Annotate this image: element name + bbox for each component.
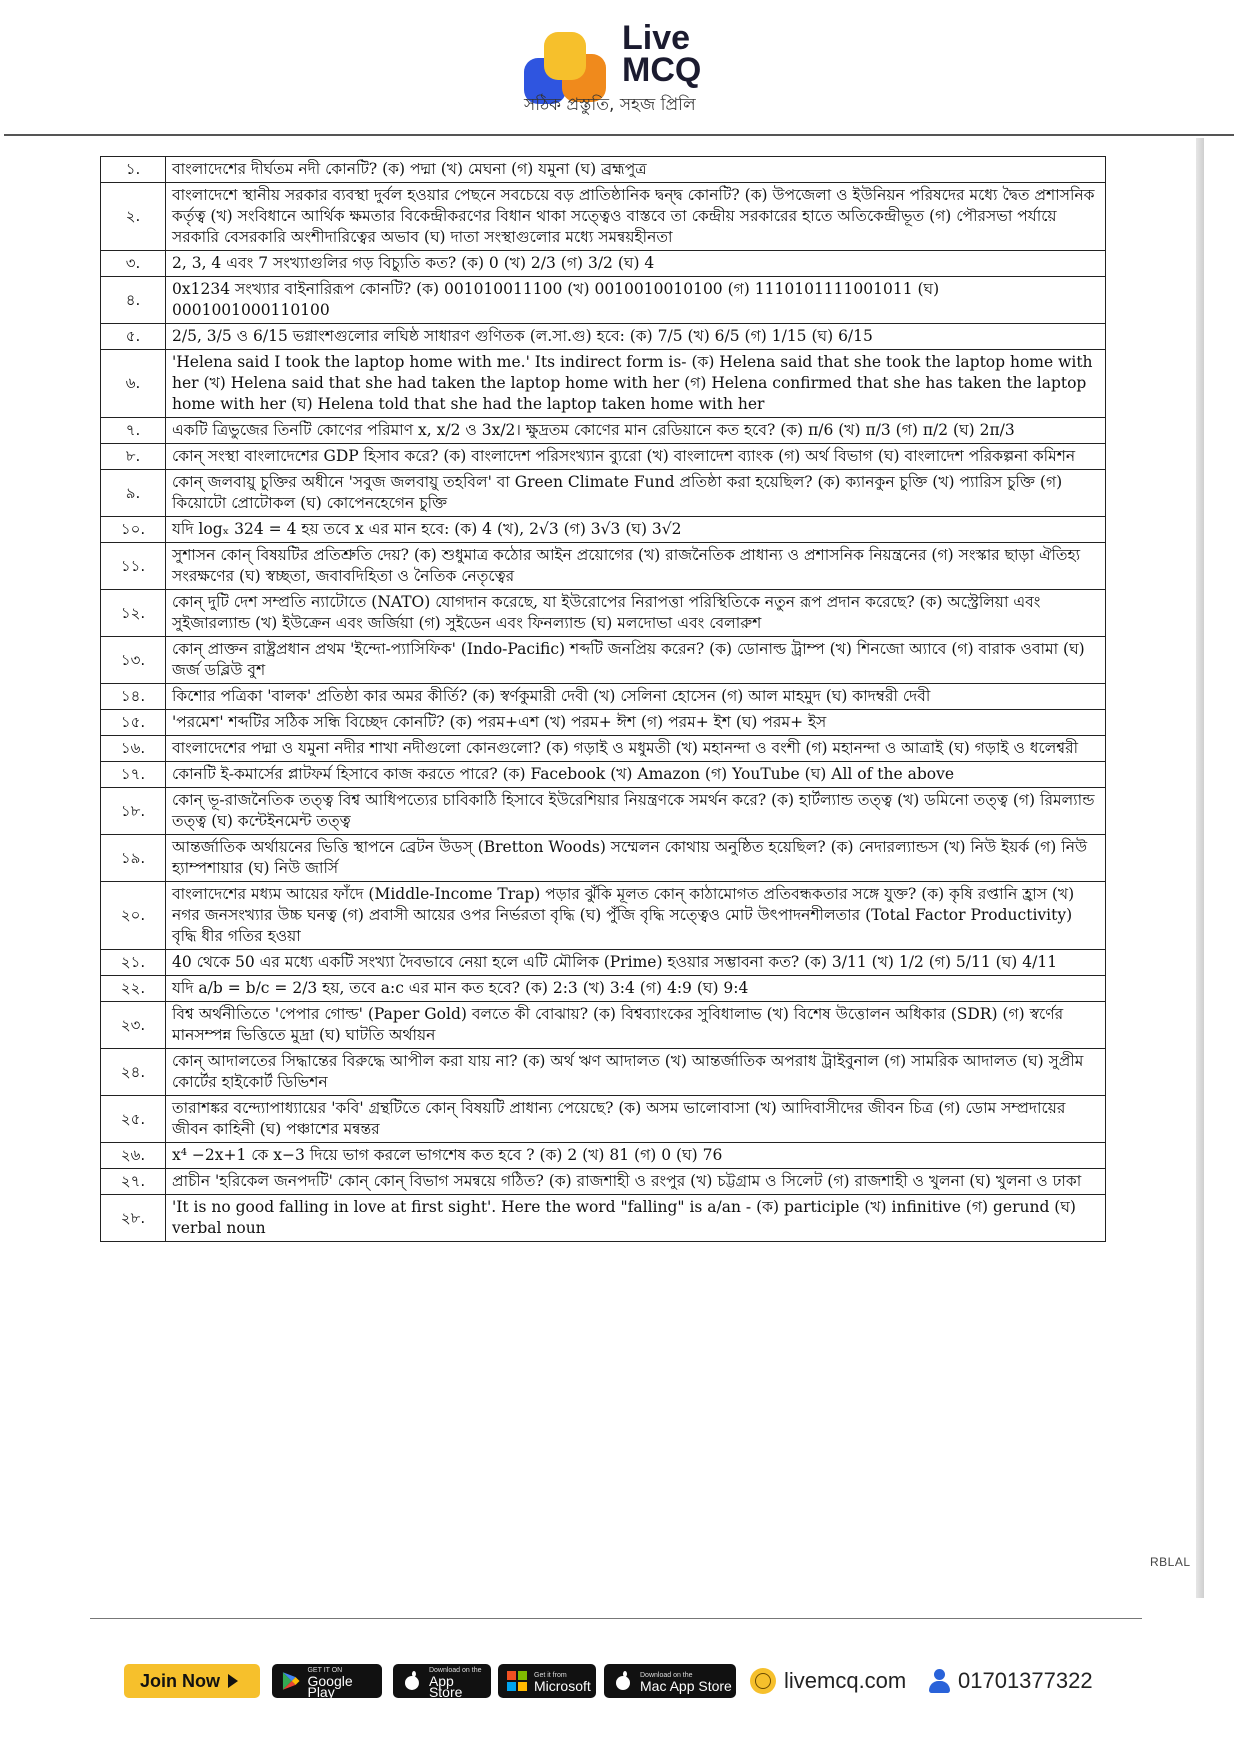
- question-number: ২৩.: [101, 1002, 166, 1049]
- question-number: ১০.: [101, 517, 166, 543]
- brand-name-line2: MCQ: [622, 51, 702, 89]
- question-text: 'Helena said I took the laptop home with me.' Its indirect form is- (ক) Helena said that she took the laptop home with her (খ) Helena said that she had taken the laptop home with her (গ) Helena confirmed that she has taken the laptop home with her (ঘ) Helena told that she had the laptop taken home with her: [166, 350, 1106, 418]
- question-text: 2, 3, 4 এবং 7 সংখ্যাগুলির গড় বিচ্যুতি কত? (ক) 0 (খ) 2/3 (গ) 3/2 (ঘ) 4: [166, 251, 1106, 277]
- question-text: কোনটি ই-কমার্সের প্লাটফর্ম হিসাবে কাজ করতে পারে? (ক) Facebook (খ) Amazon (গ) YouTube (ঘ) All of the above: [166, 762, 1106, 788]
- question-row: [101, 324, 1106, 350]
- mac-app-store-big: Mac App Store: [640, 1678, 732, 1694]
- question-number: ৮.: [101, 444, 166, 470]
- question-table-body: [101, 157, 1106, 1242]
- question-text: কোন্ সংস্থা বাংলাদেশের GDP হিসাব করে? (ক) বাংলাদেশ পরিসংখ্যান ব্যুরো (খ) বাংলাদেশ ব্যাংক (গ) অর্থ বিভাগ (ঘ) বাংলাদেশ পরিকল্পনা কমিশন: [166, 444, 1106, 470]
- question-text: 'পরমেশ' শব্দটির সঠিক সন্ধি বিচ্ছেদ কোনটি? (ক) পরম+এশ (খ) পরম+ ঈশ (গ) পরম+ ইশ (ঘ) পরম+ ইস: [166, 710, 1106, 736]
- play-arrow-icon: [228, 1674, 238, 1688]
- question-number: ৯.: [101, 470, 166, 517]
- question-number: ১৬.: [101, 736, 166, 762]
- brand-tagline: সঠিক প্রস্তুতি, সহজ প্রিলি: [524, 95, 696, 115]
- app-store-text: [429, 1665, 491, 1698]
- question-text: বিশ্ব অর্থনীতিতে 'পেপার গোল্ড' (Paper Gold) বলতে কী বোঝায়? (ক) বিশ্বব্যাংকের সুবিধালাভ (খ) বিশেষ উত্তোলন অধিকার (SDR) (গ) স্বর্ণের মানসম্পন্ন ভিত্তিতে মুদ্রা (ঘ) ঘাটতি অর্থায়ন: [166, 1002, 1106, 1049]
- question-number: ১৭.: [101, 762, 166, 788]
- question-text: কোন্ আদালতের সিদ্ধান্তের বিরুদ্ধে আপীল করা যায় না? (ক) অর্থ ঋণ আদালত (খ) আন্তর্জাতিক অপরাধ ট্রাইবুনাল (গ) সামরিক আদালত (ঘ) সুপ্রীম কোর্টের হাইকোর্ট ডিভিশন: [166, 1049, 1106, 1096]
- phone-contact[interactable]: [928, 1664, 1093, 1698]
- apple-icon: [612, 1670, 634, 1692]
- mac-app-store-badge[interactable]: [604, 1664, 736, 1698]
- question-text: সুশাসন কোন্ বিষয়টির প্রতিশ্রুতি দেয়? (ক) শুধুমাত্র কঠোর আইন প্রয়োগের (খ) রাজনৈতিক প্রাধান্য ও প্রশাসনিক নিয়ন্ত্রনের (গ) সংস্কার ছাড়া ঐতিহ্য সংরক্ষণের (ঘ) স্বচ্ছতা, জবাবদিহিতা ও নৈতিক নেতৃত্বের: [166, 543, 1106, 590]
- google-play-badge[interactable]: [272, 1664, 382, 1698]
- scan-watermark: RBLAL: [1150, 1555, 1191, 1569]
- question-number: ১১.: [101, 543, 166, 590]
- question-row: [101, 1169, 1106, 1195]
- question-row: [101, 517, 1106, 543]
- question-row: [101, 1096, 1106, 1143]
- mac-app-store-text: [640, 1670, 732, 1692]
- microsoft-text: [534, 1670, 591, 1692]
- question-row: [101, 251, 1106, 277]
- question-row: [101, 157, 1106, 183]
- question-number: ২৭.: [101, 1169, 166, 1195]
- question-number: ৩.: [101, 251, 166, 277]
- question-row: [101, 444, 1106, 470]
- question-number: ১৮.: [101, 788, 166, 835]
- app-store-small: Download on the: [428, 1666, 482, 1674]
- question-row: [101, 882, 1106, 950]
- question-text: বাংলাদেশের দীর্ঘতম নদী কোনটি? (ক) পদ্মা (খ) মেঘনা (গ) যমুনা (ঘ) ব্রহ্মপুত্র: [166, 157, 1106, 183]
- question-number: ২১.: [101, 950, 166, 976]
- question-row: [101, 835, 1106, 882]
- question-row: [101, 1195, 1106, 1242]
- website-link[interactable]: [750, 1664, 906, 1698]
- question-text: তারাশঙ্কর বন্দ্যোপাধ্যায়ের 'কবি' গ্রন্থটিতে কোন্ বিষয়টি প্রাধান্য পেয়েছে? (ক) অসম ভালোবাসা (খ) আদিবাসীদের জীবন চিত্র (গ) ডোম সম্প্রদায়ের জীবন কাহিনী (ঘ) পঞ্চাশের মন্বন্তর: [166, 1096, 1106, 1143]
- header-divider: [4, 134, 1234, 136]
- question-text: বাংলাদেশের মধ্যম আয়ের ফাঁদে (Middle-Income Trap) পড়ার ঝুঁকি মূলত কোন্ কাঠামোগত প্রতিবন্ধকতার সঙ্গে যুক্ত? (ক) কৃষি রপ্তানি হ্রাস (খ) নগর জনসংখ্যার উচ্চ ঘনত্ব (গ) প্রবাসী আয়ের ওপর নির্ভরতা বৃদ্ধি (ঘ) পুঁজি বৃদ্ধি সত্ত্বেও মোট উৎপাদনশীলতার (Total Factor Productivity) বৃদ্ধি ধীর গতির হওয়া: [166, 882, 1106, 950]
- question-row: [101, 470, 1106, 517]
- google-play-small: GET IT ON: [307, 1666, 343, 1674]
- question-table: [100, 156, 1106, 1242]
- question-row: [101, 183, 1106, 251]
- question-text: যদি a/b = b/c = 2/3 হয়, তবে a:c এর মান কত হবে? (ক) 2:3 (খ) 3:4 (গ) 4:9 (ঘ) 9:4: [166, 976, 1106, 1002]
- google-play-text: [307, 1665, 382, 1698]
- question-row: [101, 1002, 1106, 1049]
- phone-number: 01701377322: [958, 1668, 1093, 1693]
- question-row: [101, 1049, 1106, 1096]
- question-row: [101, 543, 1106, 590]
- question-text: কোন্ জলবায়ু চুক্তির অধীনে 'সবুজ জলবায়ু তহবিল' বা Green Climate Fund প্রতিষ্ঠা করা হয়েছিল? (ক) ক্যানকুন চুক্তি (খ) প্যারিস চুক্তি (গ) কিয়োটো প্রোটোকল (ঘ) কোপেনহেগেন চুক্তি: [166, 470, 1106, 517]
- question-row: [101, 950, 1106, 976]
- page-footer: [0, 1664, 1240, 1704]
- question-text: বাংলাদেশের পদ্মা ও যমুনা নদীর শাখা নদীগুলো কোনগুলো? (ক) গড়াই ও মধুমতী (খ) মহানন্দা ও বংশী (গ) মহানন্দা ও আত্রাই (ঘ) গড়াই ও ধলেশ্বরী: [166, 736, 1106, 762]
- question-row: [101, 710, 1106, 736]
- app-store-big: App Store: [428, 1672, 463, 1700]
- question-row: [101, 762, 1106, 788]
- question-number: ২৫.: [101, 1096, 166, 1143]
- globe-icon: [750, 1668, 776, 1694]
- question-text: আন্তর্জাতিক অর্থায়নের ভিত্তি স্থাপনে ব্রেটন উডস্ (Bretton Woods) সম্মেলন কোথায় অনুষ্ঠিত হয়েছিল? (ক) নেদারল্যান্ডস (খ) নিউ ইয়র্ক (গ) নিউ হ্যাম্পশায়ার (ঘ) নিউ জার্সি: [166, 835, 1106, 882]
- question-number: ২.: [101, 183, 166, 251]
- question-row: [101, 350, 1106, 418]
- question-number: ১৫.: [101, 710, 166, 736]
- question-row: [101, 1143, 1106, 1169]
- apple-icon: [401, 1670, 423, 1692]
- question-text: কিশোর পত্রিকা 'বালক' প্রতিষ্ঠা কার অমর কীর্তি? (ক) স্বর্ণকুমারী দেবী (খ) সেলিনা হোসেন (গ) আল মাহমুদ (ঘ) কাদম্বরী দেবী: [166, 684, 1106, 710]
- question-number: ৫.: [101, 324, 166, 350]
- question-row: [101, 637, 1106, 684]
- person-icon: [928, 1668, 950, 1694]
- website-text: livemcq.com: [784, 1668, 907, 1693]
- join-now-button[interactable]: [124, 1664, 260, 1698]
- join-now-label: Join Now: [140, 1670, 220, 1691]
- question-row: [101, 788, 1106, 835]
- question-row: [101, 976, 1106, 1002]
- question-text: 0x1234 সংখ্যার বাইনারিরূপ কোনটি? (ক) 001010011100 (খ) 0010010010100 (গ) 1110101111001011 (ঘ) 0001001000110100: [166, 277, 1106, 324]
- question-row: [101, 590, 1106, 637]
- question-number: ২৬.: [101, 1143, 166, 1169]
- question-text: 2/5, 3/5 ও 6/15 ভগ্নাংশগুলোর লঘিষ্ঠ সাধারণ গুণিতক (ল.সা.গু) হবে: (ক) 7/5 (খ) 6/5 (গ) 1/15 (ঘ) 6/15: [166, 324, 1106, 350]
- question-number: ২৪.: [101, 1049, 166, 1096]
- page-header: [0, 18, 1240, 128]
- question-number: ১৪.: [101, 684, 166, 710]
- question-text: কোন্ দুটি দেশ সম্প্রতি ন্যাটোতে (NATO) যোগদান করেছে, যা ইউরোপের নিরাপত্তা পরিস্থিতিকে নতুন রূপ প্রদান করেছে? (ক) অস্ট্রেলিয়া এবং সুইজারল্যান্ড (খ) ইউক্রেন এবং জর্জিয়া (গ) সুইডেন এবং ফিনল্যান্ড (ঘ) মলদোভা এবং বেলারুশ: [166, 590, 1106, 637]
- app-store-badge[interactable]: [393, 1664, 491, 1698]
- question-number: ৪.: [101, 277, 166, 324]
- question-number: ১২.: [101, 590, 166, 637]
- question-row: [101, 277, 1106, 324]
- question-text: 40 থেকে 50 এর মধ্যে একটি সংখ্যা দৈবভাবে নেয়া হলে এটি মৌলিক (Prime) হওয়ার সম্ভাবনা কত? (ক) 3/11 (খ) 1/2 (গ) 5/11 (ঘ) 4/11: [166, 950, 1106, 976]
- question-text: কোন্ ভূ-রাজনৈতিক তত্ত্ব বিশ্ব আধিপত্যের চাবিকাঠি হিসাবে ইউরেশিয়ার নিয়ন্ত্রণকে সমর্থন করে? (ক) হার্টল্যান্ড তত্ত্ব (খ) ডমিনো তত্ত্ব (গ) রিমল্যান্ড তত্ত্ব (ঘ) কন্টেইনমেন্ট তত্ত্ব: [166, 788, 1106, 835]
- question-text: বাংলাদেশে স্থানীয় সরকার ব্যবস্থা দুর্বল হওয়ার পেছনে সবচেয়ে বড় প্রাতিষ্ঠানিক দ্বন্দ্ব কোনটি? (ক) উপজেলা ও ইউনিয়ন পরিষদের মধ্যে দ্বৈত প্রশাসনিক কর্তৃত্ব (খ) সংবিধানে আর্থিক ক্ষমতার বিকেন্দ্রীকরণের বিধান থাকা সত্ত্বেও বাস্তবে তা কেন্দ্রীয় সরকারের হাতে অতিকেন্দ্রীভূত (গ) পৌরসভা পর্যায়ে সরকারি বেসরকারি অংশীদারিত্বের অভাব (ঘ) দাতা সংস্থাগুলোর মধ্যে সমন্বয়হীনতা: [166, 183, 1106, 251]
- question-number: ৬.: [101, 350, 166, 418]
- mac-app-store-small: Download on the: [640, 1672, 693, 1679]
- question-row: [101, 736, 1106, 762]
- question-text: একটি ত্রিভুজের তিনটি কোণের পরিমাণ x, x/2 ও 3x/2। ক্ষুদ্রতম কোণের মান রেডিয়ানে কত হবে? (ক) π/6 (খ) π/3 (গ) π/2 (ঘ) 2π/3: [166, 418, 1106, 444]
- question-row: [101, 418, 1106, 444]
- question-text: যদি logₓ 324 = 4 হয় তবে x এর মান হবে: (ক) 4 (খ), 2√3 (গ) 3√3 (ঘ) 3√2: [166, 517, 1106, 543]
- question-number: ১৩.: [101, 637, 166, 684]
- question-row: [101, 684, 1106, 710]
- footer-divider: [90, 1618, 1142, 1619]
- question-number: ৭.: [101, 418, 166, 444]
- microsoft-icon: [506, 1670, 528, 1692]
- microsoft-store-badge[interactable]: [498, 1664, 596, 1698]
- question-number: ২৮.: [101, 1195, 166, 1242]
- brand-name: [622, 19, 702, 89]
- question-number: ২০.: [101, 882, 166, 950]
- microsoft-big: Microsoft: [534, 1678, 591, 1694]
- question-text: প্রাচীন 'হরিকেল জনপদটি' কোন্ কোন্ বিভাগ সমন্বয়ে গঠিত? (ক) রাজশাহী ও রংপুর (খ) চট্টগ্রাম ও সিলেট (গ) রাজশাহী ও খুলনা (ঘ) খুলনা ও ঢাকা: [166, 1169, 1106, 1195]
- google-play-icon: [280, 1670, 301, 1692]
- question-number: ১৯.: [101, 835, 166, 882]
- question-text: x⁴ −2x+1 কে x−3 দিয়ে ভাগ করলে ভাগশেষ কত হবে ? (ক) 2 (খ) 81 (গ) 0 (ঘ) 76: [166, 1143, 1106, 1169]
- question-text: কোন্ প্রাক্তন রাষ্ট্রপ্রধান প্রথম 'ইন্দো-প্যাসিফিক' (Indo-Pacific) শব্দটি জনপ্রিয় করেন? (ক) ডোনাল্ড ট্রাম্প (খ) শিনজো অ্যাবে (গ) বারাক ওবামা (ঘ) জর্জ ডব্লিউ বুশ: [166, 637, 1106, 684]
- question-number: ২২.: [101, 976, 166, 1002]
- question-number: ১.: [101, 157, 166, 183]
- microsoft-small: Get it from: [534, 1672, 567, 1679]
- google-play-big: Google Play: [307, 1672, 353, 1700]
- question-text: 'It is no good falling in love at first sight'. Here the word "falling" is a/an - (ক) participle (খ) infinitive (গ) gerund (ঘ) verbal noun: [166, 1195, 1106, 1242]
- scanned-page-edge: [1196, 138, 1204, 1598]
- brand-name-line1: Live: [622, 19, 691, 57]
